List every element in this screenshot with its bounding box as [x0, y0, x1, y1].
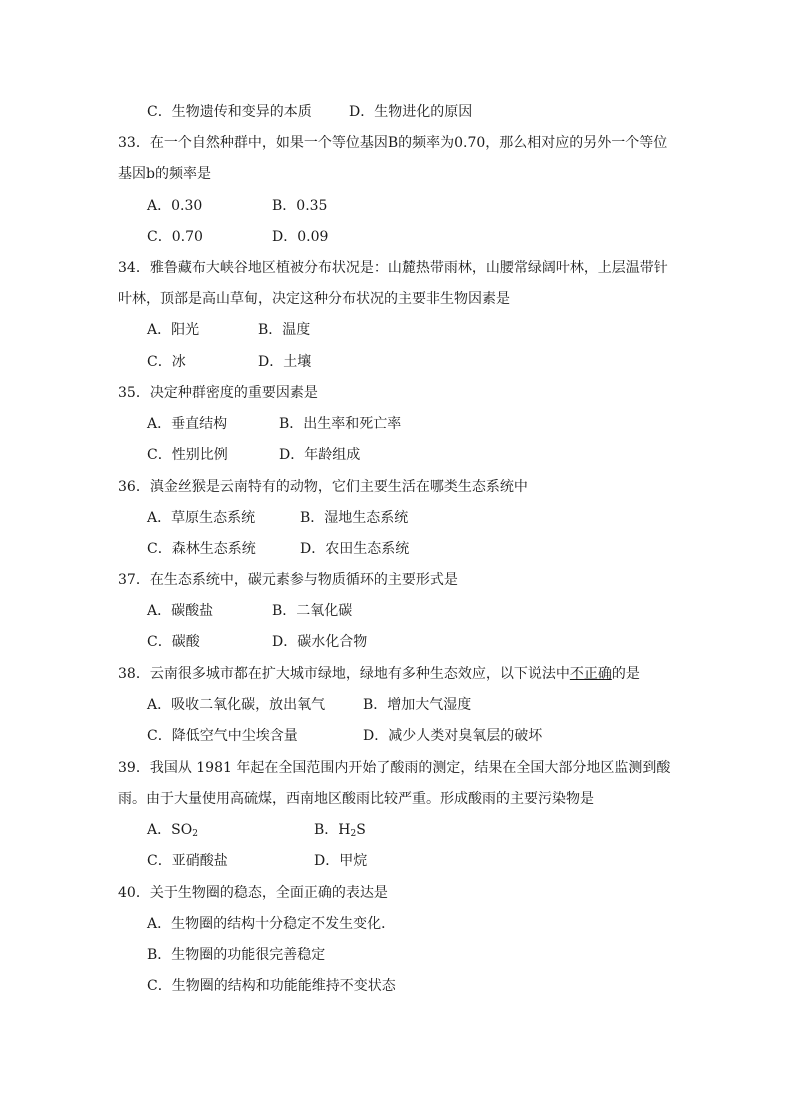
option-d: D．年龄组成	[279, 447, 361, 463]
question-37-options-row1	[147, 601, 353, 621]
underlined-keyword: 不正确	[569, 666, 612, 682]
question-33-options-row2	[147, 227, 329, 247]
question-33-options-row1	[147, 196, 328, 216]
option-d: D．0.09	[272, 229, 329, 245]
question-35-options-row2	[147, 445, 361, 465]
option-d: D．碳水化合物	[272, 634, 368, 650]
option-c: C．森林生态系统	[147, 541, 256, 557]
option-d: D．农田生态系统	[300, 541, 410, 557]
question-35-options-row1	[147, 414, 402, 434]
option-a: A．0.30	[147, 198, 203, 214]
question-39-options-row2	[147, 851, 368, 871]
option-b: B．出生率和死亡率	[279, 416, 402, 432]
question-40-stem: 40．关于生物圈的稳态，全面正确的表达是	[118, 885, 388, 901]
option-a: A．草原生态系统	[147, 510, 256, 526]
option-d: D．甲烷	[314, 853, 368, 869]
option-b: B．湿地生态系统	[300, 510, 409, 526]
question-39-stem-line1: 39．我国从 1981 年起在全国范围内开始了酸雨的测定，结果在全国大部分地区监测到酸	[118, 760, 671, 776]
option-b: B．温度	[258, 322, 311, 338]
question-38-stem-text: 38．云南很多城市都在扩大城市绿地，绿地有多种生态效应，以下说法中	[118, 666, 570, 682]
option-a: A．$SO_2$	[147, 822, 198, 839]
option-c: C．降低空气中尘埃含量	[147, 728, 298, 744]
option-a: A．碳酸盐	[147, 603, 214, 619]
question-40-option-a: A．生物圈的结构十分稳定不发生变化．	[147, 916, 396, 932]
question-36-options-row2	[147, 539, 410, 559]
option-b: B．$H_2S$	[314, 822, 366, 839]
option-b: B．二氧化碳	[272, 603, 353, 619]
option-c: C．0.70	[147, 229, 203, 245]
option-c: C．生物遗传和变异的本质	[147, 104, 312, 120]
question-38-stem	[118, 664, 640, 684]
question-37-options-row2	[147, 632, 368, 652]
option-c: C．冰	[147, 354, 186, 370]
option-a: A．阳光	[147, 322, 200, 338]
question-35-stem: 35．决定种群密度的重要因素是	[118, 385, 318, 401]
option-c: C．碳酸	[147, 634, 200, 650]
question-39-options-row1	[147, 820, 366, 844]
option-d: D．生物进化的原因	[349, 104, 473, 120]
question-37-stem: 37．在生态系统中，碳元素参与物质循环的主要形式是	[118, 572, 458, 588]
question-34-options-row1	[147, 320, 311, 340]
option-b: B．0.35	[272, 198, 328, 214]
question-33-stem-line2: 基因b的频率是	[118, 166, 211, 182]
question-39-stem-line2: 雨。由于大量使用高硫煤，西南地区酸雨比较严重。形成酸雨的主要污染物是	[118, 791, 594, 807]
question-40-option-c: C．生物圈的结构和功能能维持不变状态	[147, 978, 396, 994]
question-36-options-row1	[147, 508, 409, 528]
question-40-option-b: B．生物圈的功能很完善稳定	[147, 947, 326, 963]
question-34-stem-line2: 叶林，顶部是高山草甸，决定这种分布状况的主要非生物因素是	[118, 291, 510, 307]
option-c: C．性别比例	[147, 447, 228, 463]
question-36-stem: 36．滇金丝猴是云南特有的动物，它们主要生活在哪类生态系统中	[118, 479, 528, 495]
question-33-stem-line1: 33．在一个自然种群中，如果一个等位基因B的频率为0.70，那么相对应的另外一个等位	[118, 135, 668, 151]
question-38-stem-end: 的是	[611, 666, 640, 682]
prev-question-options-row	[147, 102, 473, 122]
option-a: A．吸收二氧化碳，放出氧气	[147, 697, 326, 713]
option-d: D．减少人类对臭氧层的破坏	[363, 728, 543, 744]
option-d: D．土壤	[258, 354, 312, 370]
question-38-options-row2	[147, 726, 543, 746]
question-34-stem-line1: 34．雅鲁藏布大峡谷地区植被分布状况是：山麓热带雨林，山腰常绿阔叶林，上层温带针	[118, 260, 668, 276]
question-38-options-row1	[147, 695, 472, 715]
option-c: C．亚硝酸盐	[147, 853, 228, 869]
option-a: A．垂直结构	[147, 416, 228, 432]
option-b: B．增加大气湿度	[363, 697, 472, 713]
question-34-options-row2	[147, 352, 312, 372]
